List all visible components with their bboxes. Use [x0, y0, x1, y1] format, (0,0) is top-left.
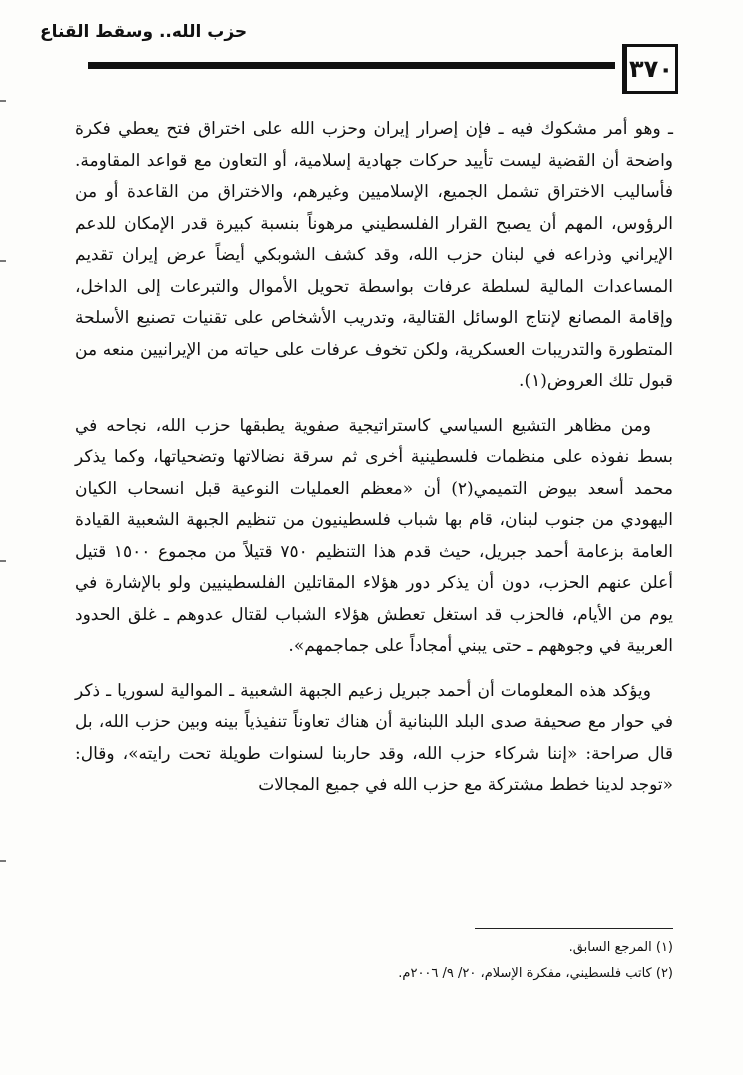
- page-number-box: [622, 44, 678, 94]
- main-text: [75, 114, 673, 924]
- scan-edge-mark: [0, 560, 6, 562]
- scan-edge-mark: [0, 860, 6, 862]
- book-title: حزب الله.. وسقط القناع: [40, 22, 248, 42]
- header-rule: [88, 62, 615, 69]
- paragraph: ـ وهو أمر مشكوك فيه ـ فإن إصرار إيران وحزب الله على اختراق فتح يعطي فكرة واضحة أن القضية ليست تأييد حركات جهادية إسلامية، أو التعاون مع قواعد المقاومة. فأساليب الاختراق تشمل الجميع، الإسلاميين وغيرهم، والاختراق من القاعدة أو من الرؤوس، المهم أن يصبح القرار الفلسطيني مرهوناً بنسبة كبيرة قدر الإمكان للدعم الإيراني وذراعه في لبنان حزب الله، وقد كشف الشوبكي أيضاً عرض إيران تقديم المساعدات المالية لسلطة عرفات بواسطة تحويل الأموال والتبرعات إلى الداخل، وإقامة المصانع لإنتاج الوسائل القتالية، وتدريب الأشخاص على تقنيات تصنيع الأسلحة المتطورة والتدريبات العسكرية، ولكن تخوف عرفات على حياته من الإيرانيين منعه من قبول تلك العروض(١).: [75, 119, 673, 391]
- paragraph: ومن مظاهر التشيع السياسي كاستراتيجية صفوية يطبقها حزب الله، نجاحه في بسط نفوذه على منظمات فلسطينية أخرى ثم سرقة نضالاتها وتضحياتها، وكما يذكر محمد أسعد بيوض التميمي(٢) أن «معظم العمليات النوعية قبل انسحاب الكيان اليهودي من جنوب لبنان، قام بها شباب فلسطينيون من تنظيم الجبهة الشعبية القيادة العامة بزعامة أحمد جبريل، حيث قدم هذا التنظيم ٧٥٠ قتيلاً من مجموع ١٥٠٠ قتيل أعلن عنهم الحزب، دون أن يذكر دور هؤلاء المقاتلين الفلسطينيين ولو بالإشارة في يوم من الأيام، فالحزب قد استغل تعطش هؤلاء الشباب لقتال عدوهم ـ غلق الحدود العربية في وجوههم ـ حتى يبني أمجاداً على جماجمهم».: [75, 415, 674, 656]
- footnotes: [160, 935, 673, 987]
- scan-edge-mark: [0, 260, 6, 262]
- page-number: ٣٧٠: [629, 55, 673, 83]
- scan-edge-mark: [0, 100, 6, 102]
- paragraph: ويؤكد هذه المعلومات أن أحمد جبريل زعيم الجبهة الشعبية ـ الموالية لسوريا ـ ذكر في حوار مع صحيفة صدى البلد اللبنانية أن هناك تعاوناً تنفيذياً بينه وبين حزب الله، بل قال صراحة: «إننا شركاء حزب الله، وقد حاربنا لسنوات طويلة تحت رايته»، وقال: «توجد لدينا خطط مشتركة مع حزب الله في جميع المجالات: [75, 680, 673, 795]
- footnote-separator: [475, 928, 673, 929]
- footnote: (٢) كاتب فلسطيني، مفكرة الإسلام، ٢٠/ ٩/ ٢٠٠٦م.: [398, 966, 673, 981]
- footnote: (١) المرجع السابق.: [568, 940, 673, 955]
